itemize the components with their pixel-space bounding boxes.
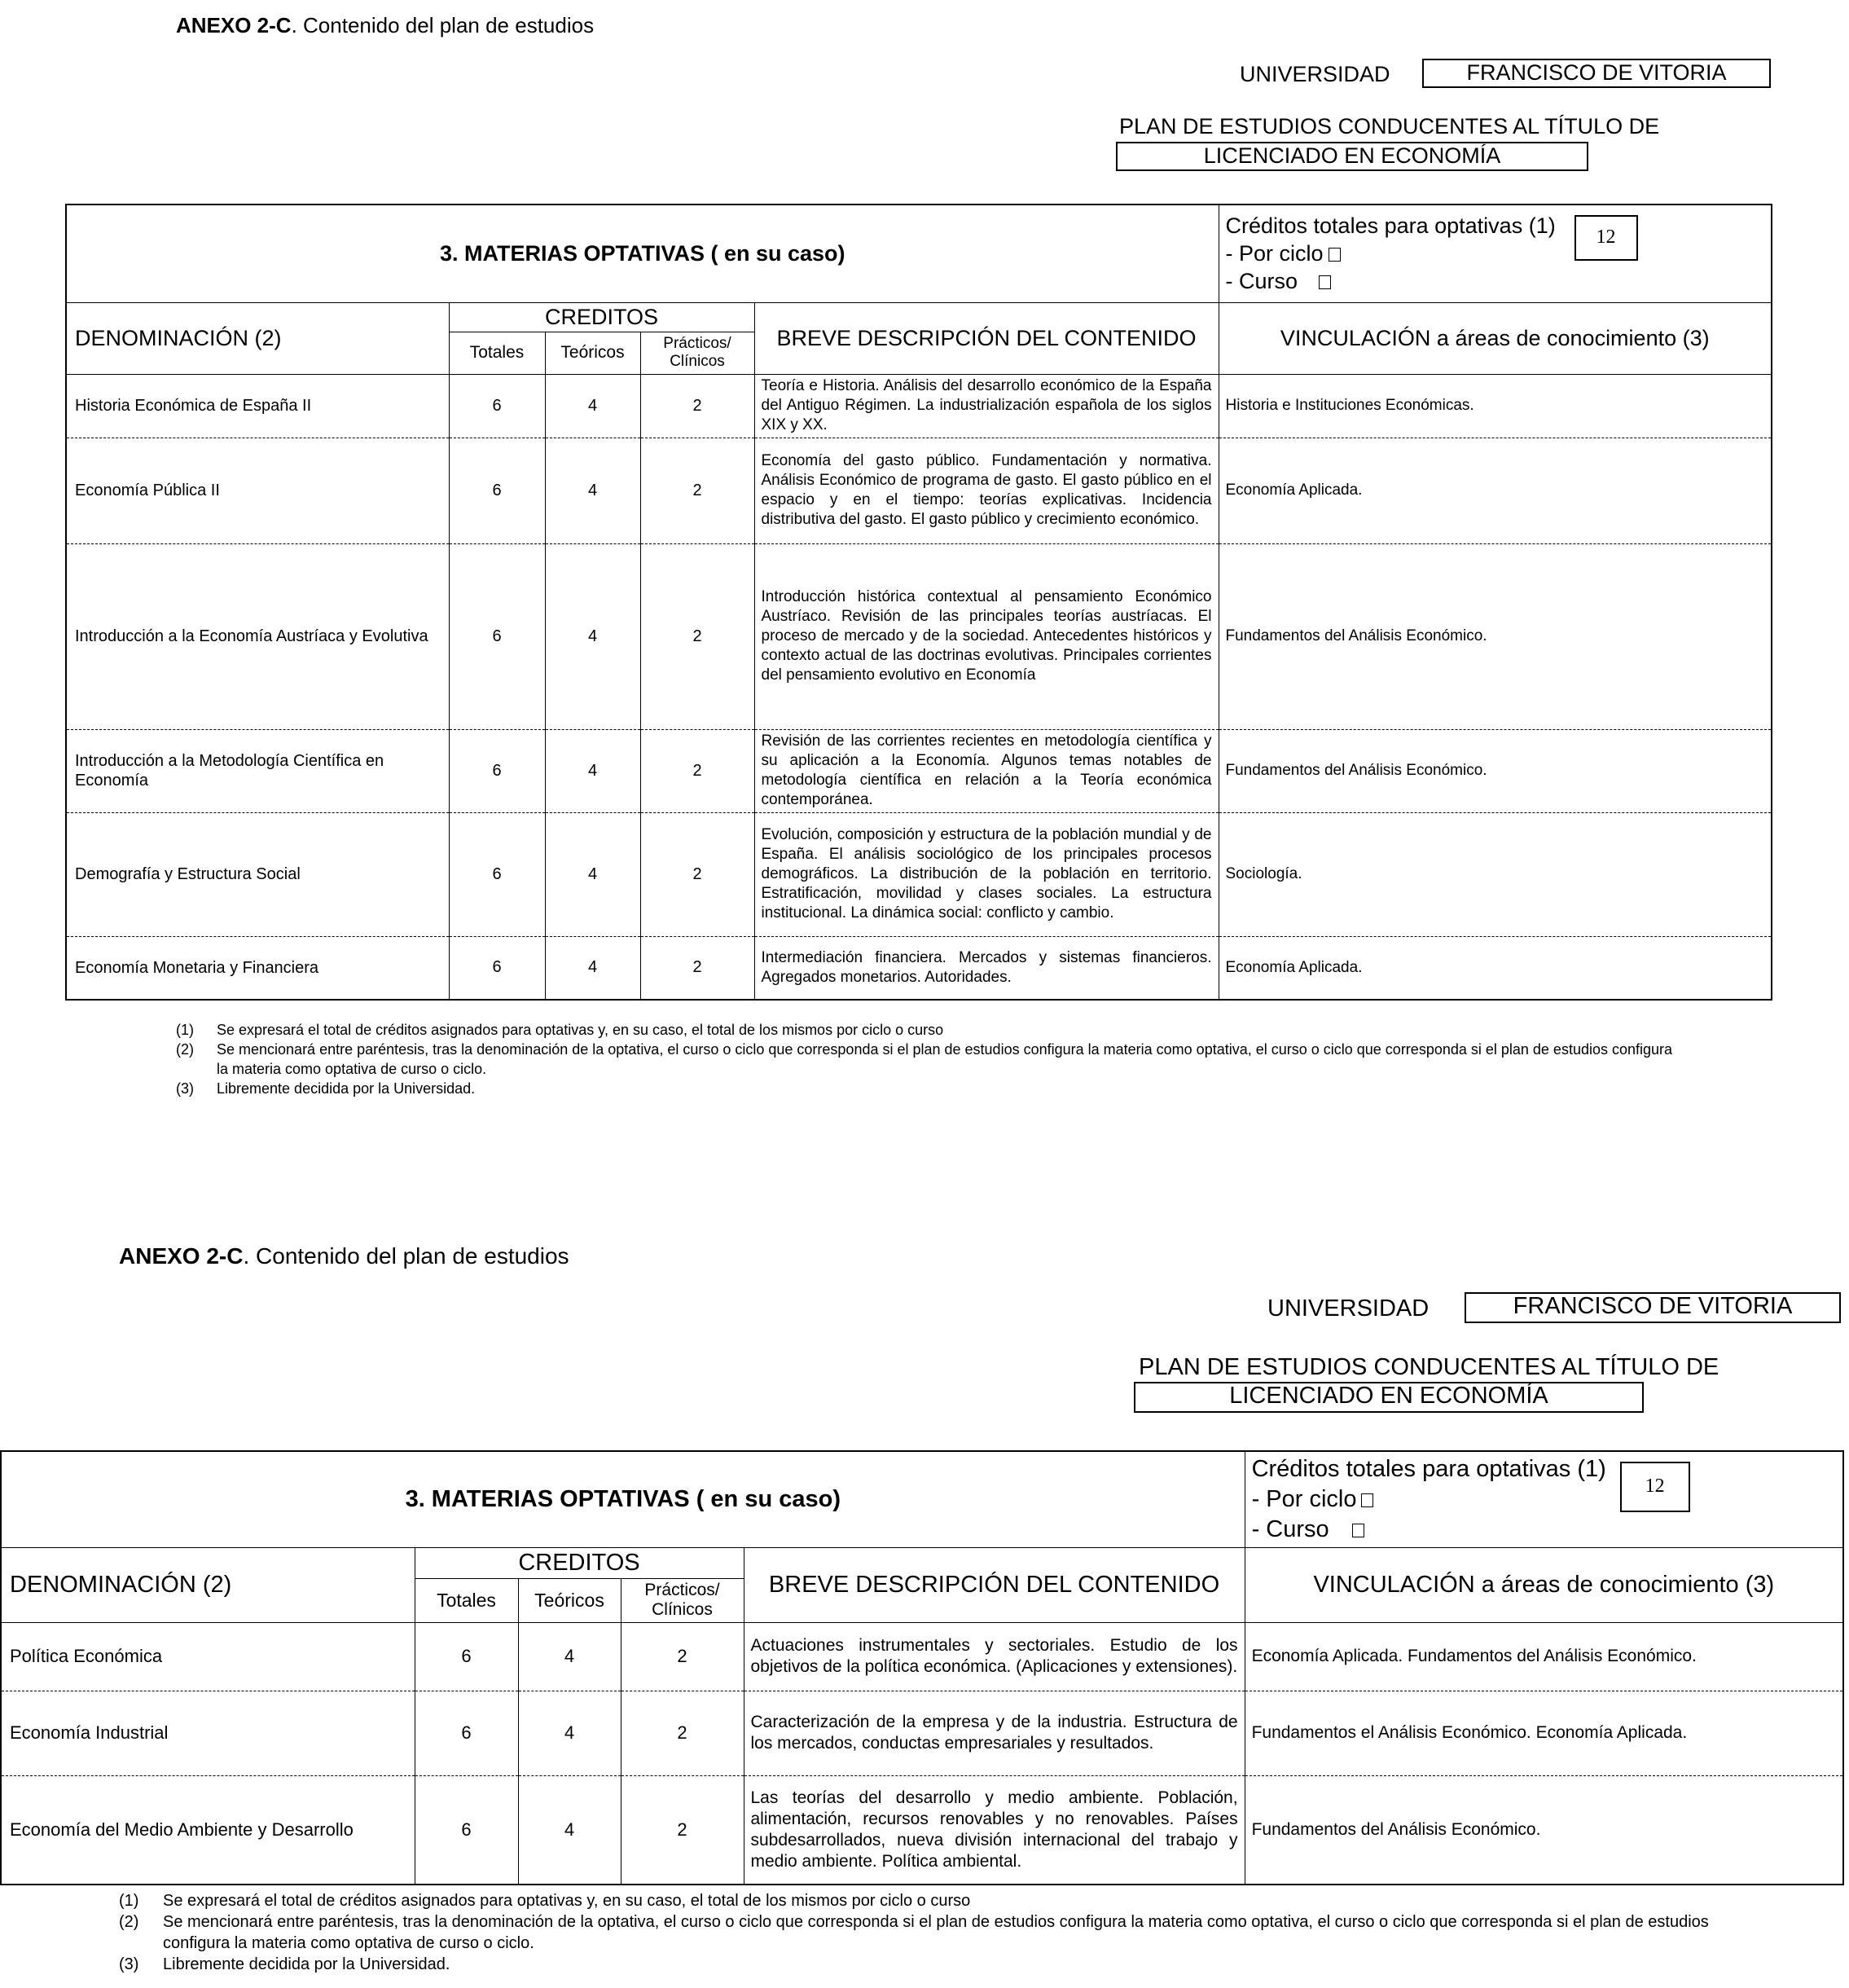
row-totales: 6 [449,812,545,936]
footnote-2 [176,1040,1683,1079]
table-row [1,1622,1843,1691]
row-vinculacion: Fundamentos del Análisis Económico. [1245,1775,1843,1885]
footnote-text: Se expresará el total de créditos asignados para optativas y, en su caso, el total de los mismos por ciclo o curso [163,1892,971,1910]
footnote-key: (2) [119,1913,139,1931]
footnote-text: Libremente decidida por la Universidad. [163,1955,450,1973]
row-teoricos: 4 [545,936,640,1000]
row-descripcion: Introducción histórica contextual al pensamiento Económico Austríaco. Revisión de las principales teorías austríacas. El proceso de mercado y de la sociedad. Antecedentes históricos y contexto actual de las doctrinas evolutivas. Principales corrientes del pensamiento evolutivo en Economía [754,543,1219,729]
row-vinculacion: Sociología. [1219,812,1772,936]
page-heading [119,1243,569,1269]
curso-line [1252,1515,1843,1545]
row-denominacion: Introducción a la Metodología Científica en Economía [66,729,449,812]
row-practicos: 2 [621,1775,744,1885]
curso-checkbox[interactable] [1319,275,1331,289]
row-totales: 6 [449,374,545,438]
row-denominacion: Economía Industrial [1,1691,415,1775]
row-vinculacion: Fundamentos el Análisis Económico. Economía Aplicada. [1245,1691,1843,1775]
row-practicos: 2 [640,438,754,543]
curso-line [1226,267,1772,295]
table-row [66,543,1772,729]
row-teoricos: 4 [545,438,640,543]
row-practicos: 2 [640,812,754,936]
footnote-1 [176,1020,1683,1040]
header-vinculacion: VINCULACIÓN a áreas de conocimiento (3) [1219,302,1772,374]
por-ciclo-line [1252,1484,1843,1515]
row-totales: 6 [449,438,545,543]
footnote-key: (1) [176,1022,194,1038]
heading-rest: . Contenido del plan de estudios [291,13,595,37]
row-totales: 6 [449,936,545,1000]
table-row [66,729,1772,812]
row-practicos: 2 [640,729,754,812]
row-vinculacion: Economía Aplicada. [1219,438,1772,543]
footnote-text: Se mencionará entre paréntesis, tras la denominación de la optativa, el curso o ciclo que corresponda si el plan de estudios configura la materia como optativa, el curso o ciclo que corresponda si el plan de estudios configura la materia como optativa de curso o ciclo. [217,1041,1673,1077]
titulo-value: LICENCIADO EN ECONOMÍA [1116,142,1588,171]
row-descripcion: Evolución, composición y estructura de la población mundial y de España. El análisis sociológico de los principales procesos demográficos. La distribución de la población en territorio. Estratificación, movilidad y clases sociales. La estructura institucional. La dinámica social: conflicto y cambio. [754,812,1219,936]
row-teoricos: 4 [518,1622,621,1691]
plan-label: PLAN DE ESTUDIOS CONDUCENTES AL TÍTULO DE [1139,1354,1719,1380]
row-descripcion: Actuaciones instrumentales y sectoriales. Estudio de los objetivos de la política económica. (Aplicaciones y extensiones). [744,1622,1245,1691]
page-heading [176,13,594,38]
row-descripcion: Intermediación financiera. Mercados y sistemas financieros. Agregados monetarios. Autoridades. [754,936,1219,1000]
universidad-value: FRANCISCO DE VITORIA [1465,1292,1841,1323]
creditos-totales-cell [1219,205,1772,302]
header-teoricos: Teóricos [518,1578,621,1622]
footnote-1 [119,1890,1748,1911]
row-vinculacion: Economía Aplicada. [1219,936,1772,1000]
footnote-key: (3) [119,1955,139,1973]
por-ciclo-label: - Por ciclo [1225,241,1324,266]
row-denominacion: Introducción a la Economía Austríaca y Evolutiva [66,543,449,729]
por-ciclo-checkbox[interactable] [1329,248,1341,262]
row-denominacion: Economía del Medio Ambiente y Desarrollo [1,1775,415,1885]
row-practicos: 2 [640,374,754,438]
header-denominacion: DENOMINACIÓN (2) [66,302,449,374]
por-ciclo-label: - Por ciclo [1251,1485,1357,1512]
row-teoricos: 4 [545,374,640,438]
universidad-label: UNIVERSIDAD [1240,62,1390,86]
por-ciclo-line [1226,240,1772,267]
row-practicos: 2 [621,1691,744,1775]
row-practicos: 2 [621,1622,744,1691]
footnote-text: Libremente decidida por la Universidad. [217,1080,476,1097]
row-totales: 6 [415,1775,518,1885]
titulo-value: LICENCIADO EN ECONOMÍA [1134,1382,1644,1413]
row-denominacion: Historia Económica de España II [66,374,449,438]
header-practicos: Prácticos/ Clínicos [640,332,754,374]
optativas-table [65,204,1772,1001]
table-row [66,936,1772,1000]
row-descripcion: Teoría e Historia. Análisis del desarrollo económico de la España del Antiguo Régimen. La industrialización española de los siglos XIX y XX. [754,374,1219,438]
heading-bold: ANEXO 2-C [119,1243,244,1269]
row-practicos: 2 [640,543,754,729]
heading-rest: . Contenido del plan de estudios [243,1243,569,1269]
optativas-table [0,1450,1844,1885]
row-descripcion: Caracterización de la empresa y de la industria. Estructura de los mercados, conductas empresariales y resultados. [744,1691,1245,1775]
universidad-value: FRANCISCO DE VITORIA [1422,59,1771,88]
row-totales: 6 [449,729,545,812]
footnote-key: (2) [176,1041,194,1058]
section-title: 3. MATERIAS OPTATIVAS ( en su caso) [1,1451,1245,1547]
row-vinculacion: Economía Aplicada. Fundamentos del Análisis Económico. [1245,1622,1843,1691]
header-descripcion: BREVE DESCRIPCIÓN DEL CONTENIDO [744,1547,1245,1622]
table-row [1,1691,1843,1775]
footnotes [176,1020,1683,1098]
footnote-key: (1) [119,1892,139,1910]
row-denominacion: Economía Monetaria y Financiera [66,936,449,1000]
plan-label: PLAN DE ESTUDIOS CONDUCENTES AL TÍTULO DE [1119,114,1660,139]
header-creditos: CREDITOS [449,302,754,332]
row-teoricos: 4 [545,812,640,936]
row-teoricos: 4 [518,1691,621,1775]
por-ciclo-checkbox[interactable] [1361,1493,1373,1507]
footnote-3 [176,1079,1683,1098]
header-descripcion: BREVE DESCRIPCIÓN DEL CONTENIDO [754,302,1219,374]
row-denominacion: Política Económica [1,1622,415,1691]
row-descripcion: Las teorías del desarrollo y medio ambiente. Población, alimentación, recursos renovables y no renovables. Países subdesarrollados, nueva división internacional del trabajo y medio ambiente. Política ambiental. [744,1775,1245,1885]
table-row [1,1775,1843,1885]
row-teoricos: 4 [545,543,640,729]
heading-bold: ANEXO 2-C [176,13,292,37]
row-descripcion: Economía del gasto público. Fundamentación y normativa. Análisis Económico de programa de gasto. El gasto público en el espacio y en el tiempo: teorías explicativas. Incidencia distributiva del gasto. El gasto público y crecimiento económico. [754,438,1219,543]
creditos-totales-value: 12 [1575,215,1638,261]
footnote-3 [119,1954,1748,1975]
row-vinculacion: Fundamentos del Análisis Económico. [1219,729,1772,812]
universidad-label: UNIVERSIDAD [1267,1295,1430,1322]
row-totales: 6 [415,1691,518,1775]
row-vinculacion: Fundamentos del Análisis Económico. [1219,543,1772,729]
header-vinculacion: VINCULACIÓN a áreas de conocimiento (3) [1245,1547,1843,1622]
header-teoricos: Teóricos [545,332,640,374]
table-row [66,438,1772,543]
row-teoricos: 4 [545,729,640,812]
row-denominacion: Economía Pública II [66,438,449,543]
row-totales: 6 [449,543,545,729]
footnote-key: (3) [176,1080,194,1097]
creditos-totales-label: Créditos totales para optativas (1) [1225,213,1556,239]
curso-label: - Curso [1251,1515,1329,1542]
footnote-text: Se expresará el total de créditos asignados para optativas y, en su caso, el total de los mismos por ciclo o curso [217,1022,944,1038]
footnotes [119,1890,1748,1975]
row-denominacion: Demografía y Estructura Social [66,812,449,936]
row-descripcion: Revisión de las corrientes recientes en metodología científica y su aplicación a la Economía. Algunos temas notables de metodología científica en relación a la Teoría económica contemporánea. [754,729,1219,812]
footnote-2 [119,1911,1748,1954]
table-row [66,812,1772,936]
creditos-totales-cell [1245,1451,1843,1547]
header-denominacion: DENOMINACIÓN (2) [1,1547,415,1622]
row-teoricos: 4 [518,1775,621,1885]
footnote-text: Se mencionará entre paréntesis, tras la denominación de la optativa, el curso o ciclo que corresponda si el plan de estudios configura la materia como optativa, el curso o ciclo que corresponda si el plan de estudios configura la materia como optativa de curso o ciclo. [163,1913,1709,1952]
curso-checkbox[interactable] [1352,1524,1364,1537]
header-totales: Totales [449,332,545,374]
table-row [66,374,1772,438]
row-totales: 6 [415,1622,518,1691]
header-totales: Totales [415,1578,518,1622]
section-title: 3. MATERIAS OPTATIVAS ( en su caso) [66,205,1219,302]
creditos-totales-value: 12 [1620,1462,1690,1512]
header-creditos: CREDITOS [415,1547,744,1578]
header-practicos: Prácticos/ Clínicos [621,1578,744,1622]
row-vinculacion: Historia e Instituciones Económicas. [1219,374,1772,438]
creditos-totales-label: Créditos totales para optativas (1) [1251,1455,1606,1482]
curso-label: - Curso [1225,269,1298,294]
row-practicos: 2 [640,936,754,1000]
